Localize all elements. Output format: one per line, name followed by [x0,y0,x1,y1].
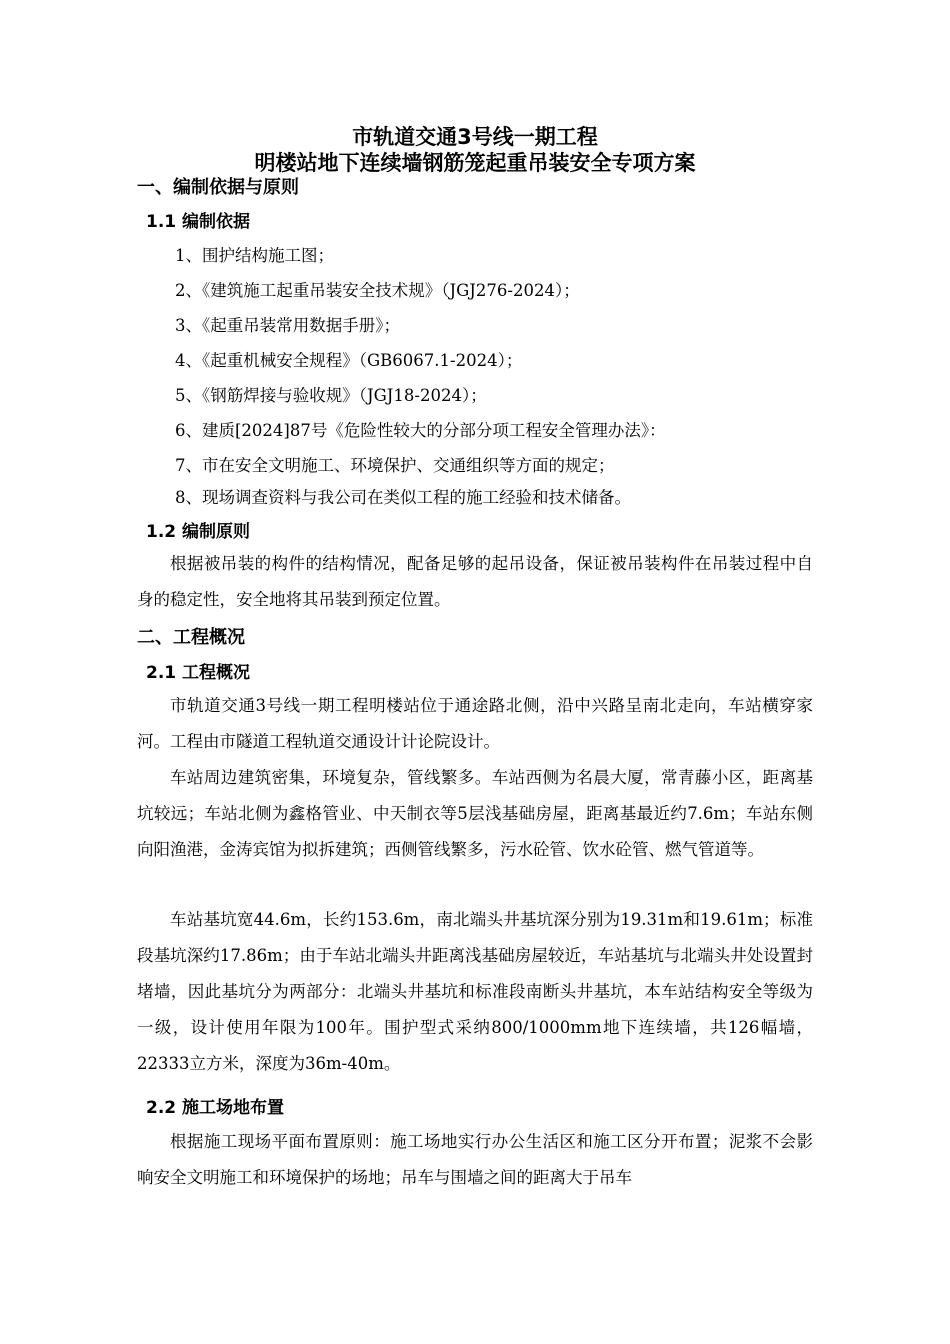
basis-item-5: 5、《钢筋焊接与验收规》（JGJ18-2024）； [175,386,487,405]
basis-item-1: 1、围护结构施工图； [175,246,334,265]
site-layout-paragraph: 根据施工现场平面布置原则：施工场地实行办公生活区和施工区分开布置；泥浆不会影响安全文明施工和环境保护的场地；吊车与围墙之间的距离大于吊车 [137,1132,813,1187]
basis-item-7: 7、市在安全文明施工、环境保护、交通组织等方面的规定； [175,456,615,475]
basis-item-4: 4、《起重机械安全规程》（GB6067.1-2024）； [175,351,523,370]
section1-1-heading: 1.1 编制依据 [146,212,251,232]
section2-2-heading: 2.2 施工场地布置 [146,1098,285,1118]
document-title-line2: 明楼站地下连续墙钢筋笼起重吊装安全专项方案 [254,151,696,175]
basis-item-3: 3、《起重吊装常用数据手册》； [175,316,400,335]
principle-paragraph: 根据被吊装的构件的结构情况，配备足够的起吊设备，保证被吊装构件在吊装过程中自身的稳定性，安全地将其吊装到预定位置。 [137,554,813,609]
basis-item-8: 8、现场调查资料与我公司在类似工程的施工经验和技术储备。 [175,488,631,507]
overview-paragraph-1: 市轨道交通3号线一期工程明楼站位于通途路北侧，沿中兴路呈南北走向，车站横穿家河。工程由市隧道工程轨道交通设计计论院设计。 [137,696,813,751]
basis-item-2: 2、《建筑施工起重吊装安全技术规》（JGJ276-2024）； [175,281,580,300]
section1-heading: 一、编制依据与原则 [137,177,299,198]
document-title-line1: 市轨道交通3号线一期工程 [352,125,598,149]
basis-item-6: 6、建质[2024]87号《危险性较大的分部分项工程安全管理办法》： [175,421,666,440]
overview-paragraph-3: 车站基坑宽44.6m，长约153.6m，南北端头井基坑深分别为19.31m和19.61m；标准段基坑深约17.86m；由于车站北端头井距离浅基础房屋较近，车站基坑与北端头井处设置封堵墙，因此基坑分为两部分：北端头井基坑和标准段南断头井基坑，本车站结构安全等级为一级，设计使用年限为100年。围护型式采纳800/1000mm地下连续墙，共126幅墙，22333立方米，深度为36m-40m。 [137,910,813,1073]
overview-paragraph-2: 车站周边建筑密集，环境复杂，管线繁多。车站西侧为名晨大厦，常青藤小区，距离基坑较远；车站北侧为鑫格管业、中天制衣等5层浅基础房屋，距离基最近约7.6m；车站东侧向阳渔港，金涛宾馆为拟拆建筑；西侧管线繁多，污水砼管、饮水砼管、燃气管道等。 [137,768,813,859]
section1-2-heading: 1.2 编制原则 [146,522,251,542]
section2-heading: 二、工程概况 [137,627,245,648]
section2-1-heading: 2.1 工程概况 [146,663,251,683]
